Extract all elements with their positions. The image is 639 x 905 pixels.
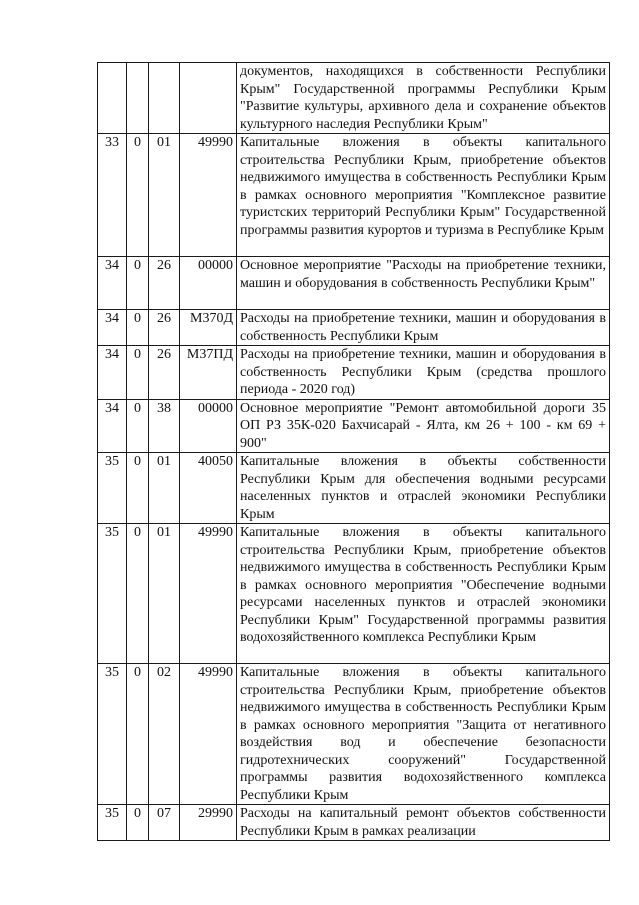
table-row [98,399,610,453]
subprogram-code-cell: 0 [127,257,149,310]
event-code-cell: 26 [149,310,180,346]
subprogram-code-cell: 0 [127,805,149,841]
direction-code-cell: 40050 [180,453,237,524]
budget-classification-table [97,62,610,841]
program-code-cell: 33 [98,134,127,257]
description-cell: Расходы на приобретение техники, машин и оборудования в собственность Республики Крым [237,310,610,346]
direction-code-cell: 29990 [180,805,237,841]
subprogram-code-cell: 0 [127,664,149,805]
description-cell: Капитальные вложения в объекты собственности Республики Крым для обеспечения водными ресурсами населенных пунктов и отраслей экономики Республики Крым [237,453,610,524]
program-code-cell: 35 [98,805,127,841]
description-cell: Капитальные вложения в объекты капитального строительства Республики Крым, приобретение объектов недвижимого имущества в собственность Республики Крым в рамках основного мероприятия "Комплексное развитие туристских территорий Республики Крым" Государственной программы развития курортов и туризма в Республике Крым [237,134,610,257]
document-page [97,62,609,841]
program-code-cell: 35 [98,524,127,664]
direction-code-cell [180,63,237,134]
event-code-cell: 26 [149,257,180,310]
event-code-cell: 01 [149,524,180,664]
event-code-cell: 07 [149,805,180,841]
program-code-cell: 34 [98,399,127,453]
direction-code-cell: М370Д [180,310,237,346]
table-row [98,346,610,400]
subprogram-code-cell [127,63,149,134]
description-cell: Капитальные вложения в объекты капитального строительства Республики Крым, приобретение объектов недвижимого имущества в собственность Республики Крым в рамках основного мероприятия "Защита от негативного воздействия вод и обеспечение безопасности гидротехнических сооружений" Государственной программы развития водохозяйственного комплекса Республики Крым [237,664,610,805]
program-code-cell [98,63,127,134]
direction-code-cell: М37ПД [180,346,237,400]
table-row [98,524,610,664]
table-row [98,664,610,805]
event-code-cell: 02 [149,664,180,805]
direction-code-cell: 00000 [180,399,237,453]
event-code-cell: 01 [149,134,180,257]
subprogram-code-cell: 0 [127,310,149,346]
table-row [98,805,610,841]
subprogram-code-cell: 0 [127,399,149,453]
program-code-cell: 34 [98,257,127,310]
direction-code-cell: 49990 [180,134,237,257]
subprogram-code-cell: 0 [127,134,149,257]
subprogram-code-cell: 0 [127,524,149,664]
description-cell: Расходы на приобретение техники, машин и оборудования в собственность Республики Крым (средства прошлого периода - 2020 год) [237,346,610,400]
description-cell: Основное мероприятие "Ремонт автомобильной дороги 35 ОП РЗ 35К-020 Бахчисарай - Ялта, км 26 + 100 - км 69 + 900" [237,399,610,453]
table-row [98,257,610,310]
direction-code-cell: 49990 [180,664,237,805]
program-code-cell: 34 [98,346,127,400]
description-cell: документов, находящихся в собственности Республики Крым" Государственной программы Республики Крым "Развитие культуры, архивного дела и сохранение объектов культурного наследия Республики Крым" [237,63,610,134]
description-cell: Расходы на капитальный ремонт объектов собственности Республики Крым в рамках реализации [237,805,610,841]
event-code-cell: 01 [149,453,180,524]
description-cell: Основное мероприятие "Расходы на приобретение техники, машин и оборудования в собственность Республики Крым" [237,257,610,310]
program-code-cell: 35 [98,453,127,524]
event-code-cell [149,63,180,134]
direction-code-cell: 00000 [180,257,237,310]
program-code-cell: 35 [98,664,127,805]
event-code-cell: 26 [149,346,180,400]
table-row [98,453,610,524]
description-cell: Капитальные вложения в объекты капитального строительства Республики Крым, приобретение объектов недвижимого имущества в собственность Республики Крым в рамках основного мероприятия "Обеспечение водными ресурсами населенных пунктов и отраслей экономики Республики Крым" Государственной программы развития водохозяйственного комплекса Республики Крым [237,524,610,664]
subprogram-code-cell: 0 [127,453,149,524]
event-code-cell: 38 [149,399,180,453]
table-row [98,310,610,346]
table-row [98,63,610,134]
direction-code-cell: 49990 [180,524,237,664]
program-code-cell: 34 [98,310,127,346]
subprogram-code-cell: 0 [127,346,149,400]
table-row [98,134,610,257]
